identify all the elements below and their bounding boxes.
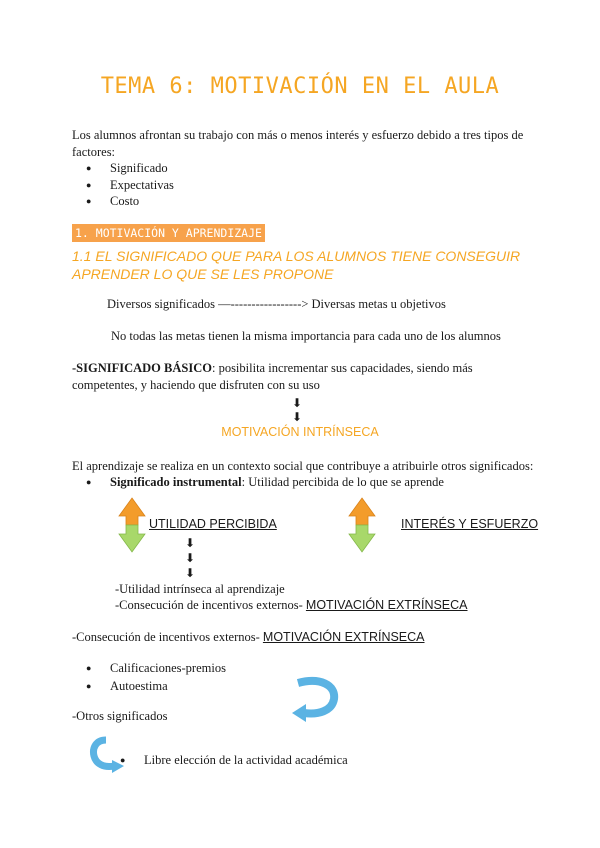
list-item: ● Libre elección de la actividad académica <box>106 752 348 769</box>
motivacion-extrinseca-link: MOTIVACIÓN EXTRÍNSECA <box>305 598 468 612</box>
down-arrow-icon: ⬇ <box>292 410 303 424</box>
page-title: TEMA 6: MOTIVACIÓN EN EL AULA <box>100 74 500 99</box>
down-arrow-icon: ⬇ <box>185 566 196 580</box>
incentivos-list <box>72 659 226 695</box>
utilidad-percibida: UTILIDAD PERCIBIDA <box>149 517 277 531</box>
motivacion-intrinseca: MOTIVACIÓN INTRÍNSECA <box>221 425 379 439</box>
basico-paragraph <box>72 360 532 394</box>
basico-text: : posibilita incrementar sus capacidades, siendo más competentes, y haciendo que disfruten con su uso <box>72 361 473 392</box>
interes-esfuerzo: INTERÉS Y ESFUERZO <box>401 517 539 531</box>
up-down-arrow-icon <box>117 496 147 554</box>
list-item: ● Autoestima <box>72 677 226 695</box>
up-down-arrow-icon <box>347 496 377 554</box>
basico-label: -SIGNIFICADO BÁSICO <box>72 361 212 375</box>
subsection-heading: 1.1 EL SIGNIFICADO QUE PARA LOS ALUMNOS TIENE CONSEGUIR APRENDER LO QUE SE LES PROPONE <box>72 248 521 282</box>
social-text: El aprendizaje se realiza en un contexto social que contribuye a atribuirle otros significados: <box>72 459 534 473</box>
factor-list <box>72 160 174 210</box>
metas-line: No todas las metas tienen la misma importancia para cada uno de los alumnos <box>111 329 501 343</box>
list-item: ● Significado <box>72 160 174 177</box>
curved-arrow-icon <box>290 675 340 723</box>
list-item: ● Costo <box>72 193 174 210</box>
instrumental-text: : Utilidad percibida de lo que se aprende <box>241 475 444 489</box>
utilidad-intrinseca-line: -Utilidad intrínseca al aprendizaje <box>115 582 285 596</box>
otros-list <box>106 752 348 769</box>
consecucion-line <box>115 597 468 614</box>
consecucion-prefix: -Consecución de incentivos externos- <box>72 630 263 644</box>
instrumental-list <box>72 474 444 491</box>
otros-significados: -Otros significados <box>72 709 168 723</box>
down-arrow-icon: ⬇ <box>292 396 303 410</box>
significados-line: Diversos significados —-----------------> Diversas metas u objetivos <box>107 297 446 311</box>
instrumental-label: Significado instrumental <box>110 475 242 489</box>
down-arrow-icon: ⬇ <box>185 536 196 550</box>
list-item: ● Calificaciones-premios <box>72 659 226 677</box>
section-heading: 1. MOTIVACIÓN Y APRENDIZAJE <box>72 224 265 242</box>
consecucion-prefix: -Consecución de incentivos externos- <box>115 598 306 612</box>
motivacion-extrinseca-label: MOTIVACIÓN EXTRÍNSECA <box>262 630 425 644</box>
list-item <box>72 474 444 491</box>
list-item: ● Expectativas <box>72 177 174 194</box>
intro-text: Los alumnos afrontan su trabajo con más o menos interés y esfuerzo debido a tres tipos de factores: <box>72 128 524 159</box>
down-arrow-icon: ⬇ <box>185 551 196 565</box>
consecucion-heading <box>72 629 425 646</box>
